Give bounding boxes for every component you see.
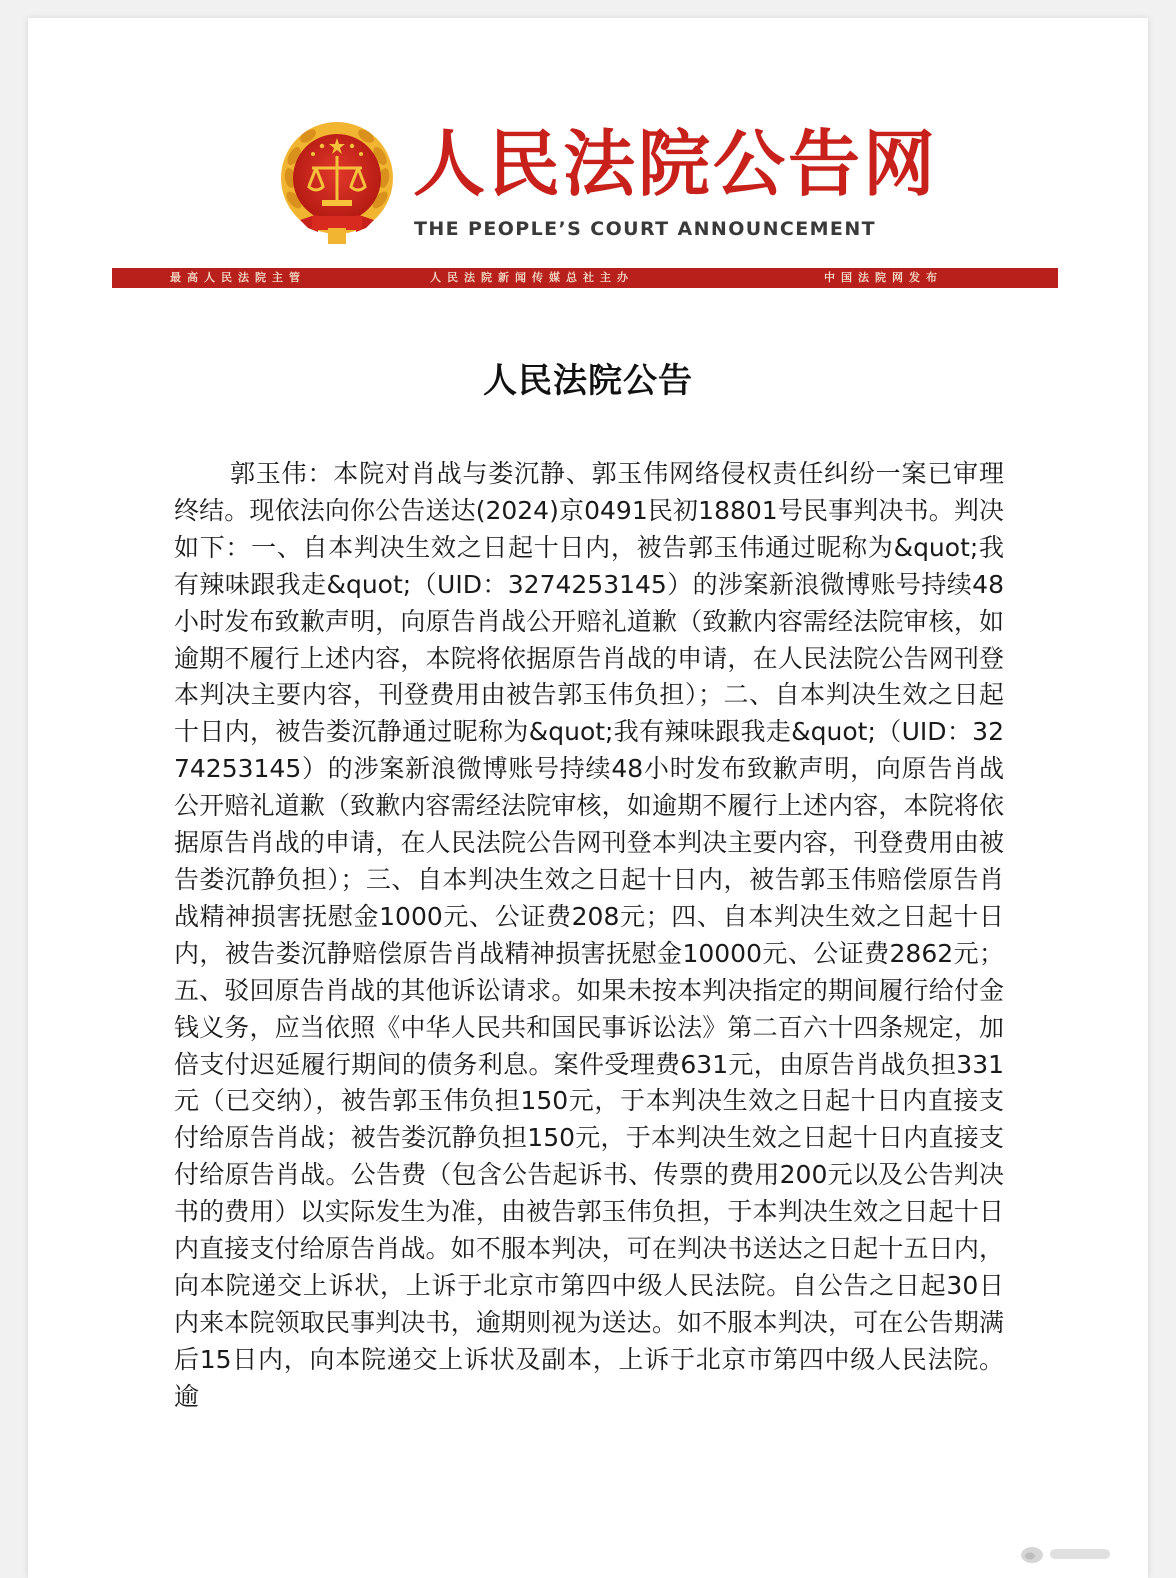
- weibo-watermark-icon: [1018, 1540, 1114, 1566]
- bar-text-supervisor: 最高人民法院主管: [170, 271, 306, 284]
- publisher-bar: [112, 268, 1058, 288]
- site-header: [28, 18, 1148, 298]
- document-body: 郭玉伟：本院对肖战与娄沉静、郭玉伟网络侵权责任纠纷一案已审理终结。现依法向你公告送达(2024)京0491民初18801号民事判决书。判决如下：一、自本判决生效之日起十日内，被告郭玉伟通过昵称为&quot;我有辣味跟我走&quot;（UID：3274253145）的涉案新浪微博账号持续48小时发布致歉声明，向原告肖战公开赔礼道歉（致歉内容需经法院审核，如逾期不履行上述内容，本院将依据原告肖战的申请，在人民法院公告网刊登本判决主要内容，刊登费用由被告郭玉伟负担）；二、自本判决生效之日起十日内，被告娄沉静通过昵称为&quot;我有辣味跟我走&quot;（UID：3274253145）的涉案新浪微博账号持续48小时发布致歉声明，向原告肖战公开赔礼道歉（致歉内容需经法院审核，如逾期不履行上述内容，本院将依据原告肖战的申请，在人民法院公告网刊登本判决主要内容，刊登费用由被告娄沉静负担）；三、自本判决生效之日起十日内，被告郭玉伟赔偿原告肖战精神损害抚慰金1000元、公证费208元；四、自本判决生效之日起十日内，被告娄沉静赔偿原告肖战精神损害抚慰金10000元、公证费2862元；五、驳回原告肖战的其他诉讼请求。如果未按本判决指定的期间履行给付金钱义务，应当依照《中华人民共和国民事诉讼法》第二百六十四条规定，加倍支付迟延履行期间的债务利息。案件受理费631元，由原告肖战负担331元（已交纳），被告郭玉伟负担150元，于本判决生效之日起十日内直接支付给原告肖战；被告娄沉静负担150元，于本判决生效之日起十日内直接支付给原告肖战。公告费（包含公告起诉书、传票的费用200元以及公告判决书的费用）以实际发生为准，由被告郭玉伟负担，于本判决生效之日起十日内直接支付给原告肖战。如不服本判决，可在判决书送达之日起十五日内，向本院递交上诉状，上诉于北京市第四中级人民法院。自公告之日起30日内来本院领取民事判决书，逾期则视为送达。如不服本判决，可在公告期满后15日内，向本院递交上诉状及副本，上诉于北京市第四中级人民法院。逾: [174, 459, 1004, 1411]
- bar-text-publisher: 中国法院网发布: [824, 271, 943, 284]
- court-emblem-icon: [278, 116, 396, 246]
- bar-text-organizer: 人民法院新闻传媒总社主办: [430, 271, 634, 284]
- announcement-page: [28, 18, 1148, 1578]
- brand-name-en: THE PEOPLE’S COURT ANNOUNCEMENT: [414, 218, 876, 240]
- brand-name-cn: 人民法院公告网: [413, 122, 939, 206]
- document-title: 人民法院公告: [483, 361, 693, 401]
